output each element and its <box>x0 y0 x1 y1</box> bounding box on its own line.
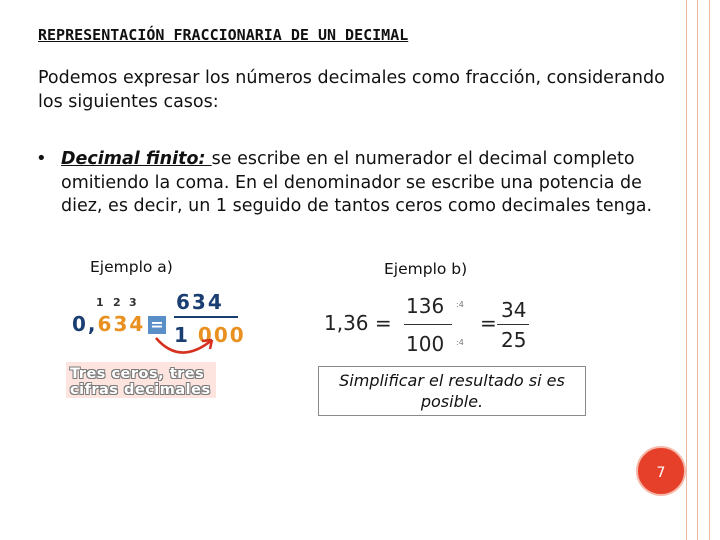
decimal-integer: 0 <box>72 312 88 336</box>
note-a-line1: Tres ceros, tres <box>70 366 205 382</box>
position-2: 2 <box>113 296 121 309</box>
simplify-note: Simplificar el resultado si es posible. <box>318 366 586 416</box>
position-1: 1 <box>96 296 104 309</box>
curved-arrow <box>150 330 220 364</box>
equals-box: = <box>148 316 166 334</box>
equals-b: = <box>480 311 497 335</box>
fraction2-denominator: 25 <box>501 328 527 352</box>
example-a-label: Ejemplo a) <box>90 258 173 276</box>
divide-top: :4 <box>456 300 464 309</box>
decimal-number <box>72 312 145 336</box>
slide-title: REPRESENTACIÓN FRACCIONARIA DE UN DECIMAL <box>38 26 409 44</box>
intro-paragraph: Podemos expresar los números decimales como fracción, considerando los siguientes casos: <box>38 68 665 112</box>
bullet-marker: • <box>36 148 47 169</box>
fraction2-bar <box>497 324 529 325</box>
divide-bottom: :4 <box>456 338 464 347</box>
fraction-numerator: 634 <box>176 290 224 314</box>
note-a-line2: cifras decimales <box>70 382 211 398</box>
bullet-body: se escribe en el numerador el decimal completo omitiendo la coma. En el denominador se escribe una potencia de diez, es decir, un 1 seguido de tantos ceros como decimales tenga. <box>61 149 653 216</box>
fraction-bar-a <box>174 316 238 318</box>
fraction2-numerator: 34 <box>501 298 527 322</box>
bullet-paragraph <box>61 148 671 219</box>
position-3: 3 <box>129 296 137 309</box>
decimal-digits: 634 <box>97 312 146 336</box>
page-number-badge: 7 <box>636 446 686 496</box>
margin-line-2 <box>697 0 698 540</box>
denominator-one: 1 <box>174 323 190 347</box>
fraction1-numerator: 136 <box>406 294 445 318</box>
margin-line-1 <box>686 0 687 540</box>
fraction1-denominator: 100 <box>406 332 445 356</box>
example-b-label: Ejemplo b) <box>384 260 468 278</box>
fraction1-bar <box>404 324 452 325</box>
denominator-zeros: 000 <box>197 323 246 347</box>
bullet-term: Decimal finito: <box>61 149 212 169</box>
lhs-expression: 1,36 = <box>324 311 392 335</box>
margin-line-3 <box>709 0 710 540</box>
decimal-comma: , <box>87 312 98 336</box>
